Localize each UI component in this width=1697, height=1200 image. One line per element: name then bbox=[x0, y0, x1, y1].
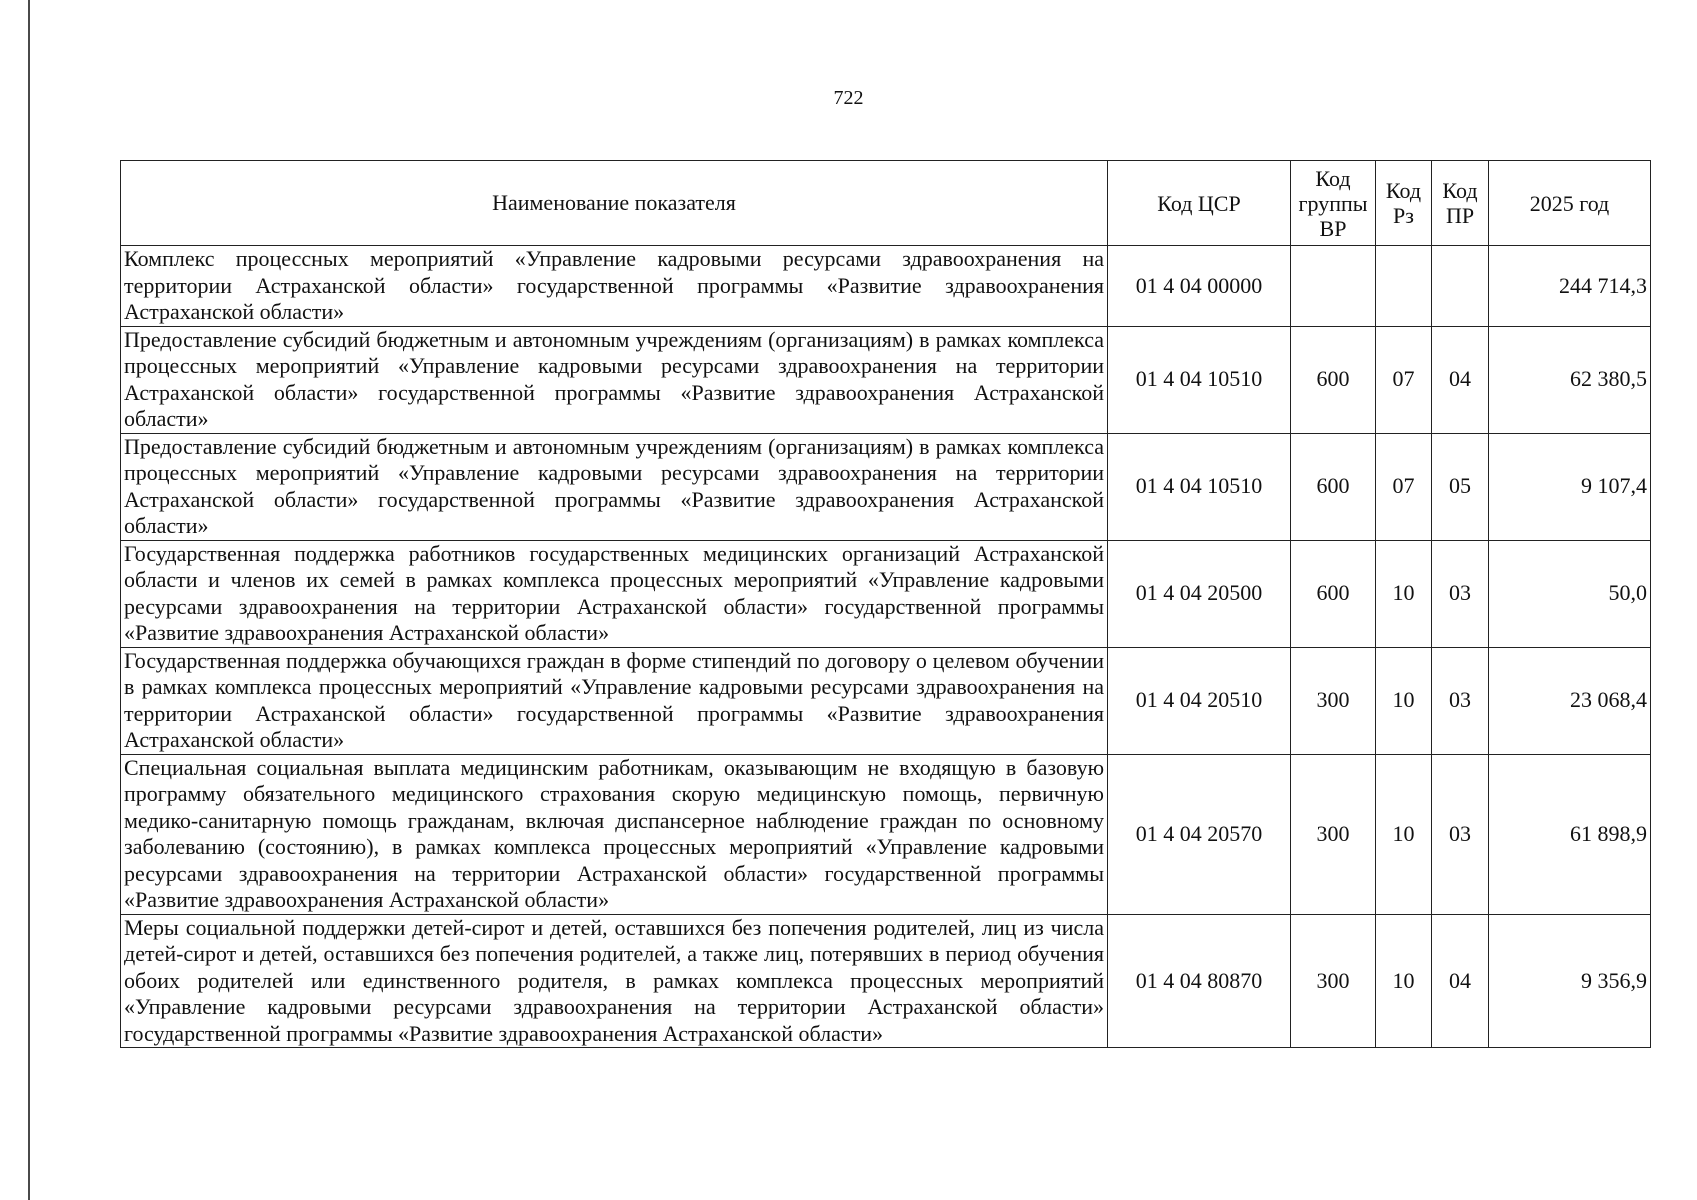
row-pr-code: 04 bbox=[1432, 914, 1489, 1048]
row-sum: 9 107,4 bbox=[1489, 433, 1651, 540]
row-pr-code: 05 bbox=[1432, 433, 1489, 540]
header-year: 2025 год bbox=[1489, 161, 1651, 246]
row-name: Комплекс процессных мероприятий «Управление кадровыми ресурсами здравоохранения на территории Астраханской области» государственной программы «Развитие здравоохранения Астраханской области» bbox=[121, 246, 1108, 327]
row-vr-code: 600 bbox=[1291, 326, 1376, 433]
row-pr-code: 03 bbox=[1432, 647, 1489, 754]
row-csr-code: 01 4 04 20500 bbox=[1108, 540, 1291, 647]
row-rz-code: 10 bbox=[1376, 754, 1432, 914]
row-vr-code: 300 bbox=[1291, 914, 1376, 1048]
header-pr-code: Код ПР bbox=[1432, 161, 1489, 246]
row-pr-code: 03 bbox=[1432, 540, 1489, 647]
row-vr-code: 300 bbox=[1291, 754, 1376, 914]
budget-table bbox=[120, 160, 1651, 1048]
row-sum: 23 068,4 bbox=[1489, 647, 1651, 754]
table-row bbox=[121, 647, 1651, 754]
header-vr-code: Код группы ВР bbox=[1291, 161, 1376, 246]
row-vr-code: 600 bbox=[1291, 433, 1376, 540]
row-vr-code: 300 bbox=[1291, 647, 1376, 754]
row-sum: 62 380,5 bbox=[1489, 326, 1651, 433]
row-csr-code: 01 4 04 10510 bbox=[1108, 433, 1291, 540]
row-sum: 61 898,9 bbox=[1489, 754, 1651, 914]
row-pr-code bbox=[1432, 246, 1489, 327]
row-csr-code: 01 4 04 80870 bbox=[1108, 914, 1291, 1048]
row-rz-code: 07 bbox=[1376, 326, 1432, 433]
row-pr-code: 04 bbox=[1432, 326, 1489, 433]
row-sum: 9 356,9 bbox=[1489, 914, 1651, 1048]
row-sum: 50,0 bbox=[1489, 540, 1651, 647]
row-name: Специальная социальная выплата медицинским работникам, оказывающим не входящую в базовую программу обязательного медицинского страхования скорую медицинскую помощь, первичную медико-санитарную помощь гражданам, включая диспансерное наблюдение граждан по основному заболеванию (состоянию), в рамках комплекса процессных мероприятий «Управление кадровыми ресурсами здравоохранения на территории Астраханской области» государственной программы «Развитие здравоохранения Астраханской области» bbox=[121, 754, 1108, 914]
header-name: Наименование показателя bbox=[121, 161, 1108, 246]
table-row bbox=[121, 326, 1651, 433]
row-rz-code: 10 bbox=[1376, 647, 1432, 754]
row-sum: 244 714,3 bbox=[1489, 246, 1651, 327]
row-csr-code: 01 4 04 00000 bbox=[1108, 246, 1291, 327]
row-rz-code: 10 bbox=[1376, 914, 1432, 1048]
table-header-row bbox=[121, 161, 1651, 246]
row-name: Предоставление субсидий бюджетным и автономным учреждениям (организациям) в рамках комплекса процессных мероприятий «Управление кадровыми ресурсами здравоохранения на территории Астраханской области» государственной программы «Развитие здравоохранения Астраханской области» bbox=[121, 326, 1108, 433]
row-pr-code: 03 bbox=[1432, 754, 1489, 914]
header-csr-code: Код ЦСР bbox=[1108, 161, 1291, 246]
row-name: Государственная поддержка работников государственных медицинских организаций Астраханской области и членов их семей в рамках комплекса процессных мероприятий «Управление кадровыми ресурсами здравоохранения на территории Астраханской области» государственной программы «Развитие здравоохранения Астраханской области» bbox=[121, 540, 1108, 647]
scan-edge-line bbox=[28, 0, 30, 1200]
row-vr-code bbox=[1291, 246, 1376, 327]
table-row bbox=[121, 433, 1651, 540]
row-rz-code: 10 bbox=[1376, 540, 1432, 647]
table-row bbox=[121, 914, 1651, 1048]
header-rz-code: Код Рз bbox=[1376, 161, 1432, 246]
row-csr-code: 01 4 04 20510 bbox=[1108, 647, 1291, 754]
page-number: 722 bbox=[833, 87, 864, 109]
table-row bbox=[121, 754, 1651, 914]
row-rz-code bbox=[1376, 246, 1432, 327]
row-vr-code: 600 bbox=[1291, 540, 1376, 647]
row-name: Государственная поддержка обучающихся граждан в форме стипендий по договору о целевом обучении в рамках комплекса процессных мероприятий «Управление кадровыми ресурсами здравоохранения на территории Астраханской области» государственной программы «Развитие здравоохранения Астраханской области» bbox=[121, 647, 1108, 754]
row-rz-code: 07 bbox=[1376, 433, 1432, 540]
table-row bbox=[121, 246, 1651, 327]
row-csr-code: 01 4 04 10510 bbox=[1108, 326, 1291, 433]
table-row bbox=[121, 540, 1651, 647]
row-csr-code: 01 4 04 20570 bbox=[1108, 754, 1291, 914]
row-name: Предоставление субсидий бюджетным и автономным учреждениям (организациям) в рамках комплекса процессных мероприятий «Управление кадровыми ресурсами здравоохранения на территории Астраханской области» государственной программы «Развитие здравоохранения Астраханской области» bbox=[121, 433, 1108, 540]
row-name: Меры социальной поддержки детей-сирот и детей, оставшихся без попечения родителей, лиц из числа детей-сирот и детей, оставшихся без попечения родителей, а также лиц, потерявших в период обучения обоих родителей или единственного родителя, в рамках комплекса процессных мероприятий «Управление кадровыми ресурсами здравоохранения на территории Астраханской области» государственной программы «Развитие здравоохранения Астраханской области» bbox=[121, 914, 1108, 1048]
